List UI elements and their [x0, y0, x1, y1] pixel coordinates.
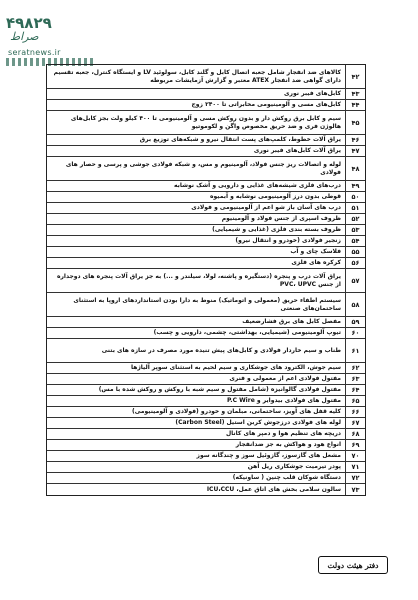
table-row	[47, 328, 365, 339]
signature-stamp: دفتر هیئت دولت	[318, 556, 388, 574]
row-description: مشعل های گازسوز، گازوئیل سوز و چندگانه سوز	[196, 452, 341, 459]
row-number: ۴۲	[345, 65, 365, 88]
row-description: سیم جوش، الکترود های جوشکاری و سیم لحیم به استثنای سوپر آلیاژها	[130, 364, 341, 371]
table-row	[47, 473, 365, 484]
row-number: ۴۵	[345, 111, 365, 134]
row-number: ۵۴	[345, 236, 365, 246]
table-row	[47, 269, 365, 293]
row-description: لوله های فولادی درزجوش کربن استیل (Carbon Steel)	[175, 419, 341, 426]
row-description: طناب و سیم خاردار فولادی و کابل‌های پیش تنیده مورد مصرف در سازه های بتنی	[101, 346, 341, 354]
watermark-brand: صراط	[10, 30, 39, 43]
row-number: ۴۹	[345, 181, 365, 191]
row-number: ۴۸	[345, 157, 365, 180]
row-number: ۵۶	[345, 258, 365, 268]
table-row	[47, 385, 365, 396]
row-number: ۴۴	[345, 100, 365, 110]
item-list-table	[46, 64, 366, 496]
row-description: قوطی بدون درز آلومینیومی نوشابه و آبمیوه	[209, 193, 341, 200]
row-description: یراق آلات درب و پنجره (دستگیره و پاشنه، لولا، سیلندر و ...) به جز یراق آلات پنجره های دوجداره از جنس PVC، UPVC	[56, 272, 341, 288]
table-row	[47, 484, 365, 495]
row-description: پودر تیرمیت جوشکاری ریل آهن	[247, 463, 341, 470]
table-row	[47, 100, 365, 111]
row-description: یراق آلات خطوط، کلمپ‌های پست انتقال نیرو و شبکه‌های توزیع برق	[139, 136, 341, 143]
row-number: ۵۰	[345, 192, 365, 202]
row-description: سیستم اطفاء حریق (معمولی و اتوماتیک) منوط به دارا بودن استانداردهای اروپا به استثنای ساختمان‌های صنعتی	[73, 296, 341, 312]
table-row	[47, 258, 365, 269]
row-number: ۵۳	[345, 225, 365, 235]
row-number: ۶۴	[345, 385, 365, 395]
table-row	[47, 157, 365, 181]
row-description: انواع هود و هواکش به جز ضدانفجار	[235, 441, 341, 448]
watermark-number: ۴۹۸۲۹	[6, 14, 52, 32]
table-row	[47, 451, 365, 462]
row-number: ۶۶	[345, 407, 365, 417]
table-row	[47, 418, 365, 429]
row-description: تیوپ آلومینیومی (شیمیایی، بهداشتی، چشمی، دارویی و چسب)	[153, 329, 341, 336]
row-description: فلاسک چای و آب	[290, 248, 341, 255]
table-row	[47, 214, 365, 225]
row-number: ۵۲	[345, 214, 365, 224]
table-row	[47, 363, 365, 374]
row-number: ۵۱	[345, 203, 365, 213]
row-description: کابل‌های فیبر نوری	[284, 90, 341, 97]
row-description: ظروف اسپری از جنس فولاد و آلومینیوم	[221, 215, 341, 222]
row-number: ۶۷	[345, 418, 365, 428]
row-description: مفتول های فولادی بیدوایر و P.C Wire	[227, 397, 341, 404]
row-number: ۴۳	[345, 89, 365, 99]
row-description: سالون سلامی بخش های اتاق عمل، ICU،CCU	[206, 485, 341, 493]
row-description: مفتول فولادی اعم از معمولی و فنری	[229, 375, 341, 382]
table-row	[47, 374, 365, 385]
row-number: ۵۷	[345, 269, 365, 292]
row-number: ۵۸	[345, 293, 365, 316]
row-number: ۷۱	[345, 462, 365, 472]
table-row	[47, 192, 365, 203]
row-description: کرکره های فلزی	[291, 259, 341, 266]
table-row	[47, 203, 365, 214]
row-number: ۷۲	[345, 473, 365, 483]
table-row	[47, 111, 365, 135]
table-row	[47, 89, 365, 100]
row-description: مفصل کابل های برق فشارضعیف	[242, 318, 341, 325]
row-description: کلیه قفل های آویز، ساختمانی، مبلمان و خودرو (فولادی و آلومینیومی)	[131, 408, 341, 415]
row-number: ۶۳	[345, 374, 365, 384]
row-description: کابل‌های مسی و آلومینیومی مخابراتی تا ۲۴۰۰ زوج	[191, 101, 341, 108]
table-row	[47, 396, 365, 407]
table-row	[47, 293, 365, 317]
table-row	[47, 339, 365, 363]
row-description: درب‌های فلزی شیشه‌های غذایی و دارویی و آشک نوشابه	[173, 182, 341, 189]
row-description: لوله و اتصالات ریز جنس فولاد، آلومینیوم و مس، و شبکه فولادی جوشی و پرسی و حصار های فولادی	[65, 160, 341, 176]
table-row	[47, 317, 365, 328]
row-description: سیم و کابل برق روکش دار و بدون روکش مسی و آلومینیومی تا ۴۰۰ کیلو ولت بجز کابل‌های هالوژن فری و ضد حریق مخصوص واگن و لکوموتیو	[70, 114, 341, 130]
table-row	[47, 236, 365, 247]
row-number: ۷۳	[345, 484, 365, 495]
table-row	[47, 181, 365, 192]
row-description: مفتول فولادی گالوانیزه (شامل مفتول و سیم شبه با روکش و روکش شده با مس)	[98, 386, 341, 393]
row-number: ۶۲	[345, 363, 365, 373]
row-description: دستگاه شوکان قلب چنین ( ساونیکه)	[232, 474, 341, 481]
row-number: ۶۹	[345, 440, 365, 450]
table-row	[47, 146, 365, 157]
row-number: ۵۵	[345, 247, 365, 257]
row-number: ۶۵	[345, 396, 365, 406]
row-description: کالاهای ضد انفجار شامل جعبه اتصال کابل و گلند کابل، سولوئید LV و ایستگاه کنترل، جعبه تقسیم دارای گواهی ضد انفجار ATEX معتبر و گزارش آزمایشات مربوطه	[53, 68, 341, 84]
table-row	[47, 407, 365, 418]
row-description: درب های آسان باز شو اعم از آلومینیومی و فولادی	[191, 204, 341, 211]
row-description: یراق آلات کابل‌های فیبر نوری	[253, 147, 341, 154]
table-row	[47, 429, 365, 440]
row-number: ۶۱	[345, 339, 365, 362]
row-number: ۵۹	[345, 317, 365, 327]
table-row	[47, 462, 365, 473]
table-row	[47, 65, 365, 89]
row-number: ۴۶	[345, 135, 365, 145]
row-number: ۶۸	[345, 429, 365, 439]
row-description: زنجیر فولادی (خودرو و انتقال نیرو)	[235, 237, 341, 244]
table-row	[47, 440, 365, 451]
table-row	[47, 135, 365, 146]
row-number: ۷۰	[345, 451, 365, 461]
row-description: دریچه های تنظیم هوا و دمپر های کانال	[225, 430, 341, 437]
watermark-site: seratnews.ir	[8, 48, 61, 57]
row-number: ۴۷	[345, 146, 365, 156]
row-description: ظروف بسته بندی فلزی (غذایی و شیمیایی)	[212, 226, 341, 233]
table-row	[47, 247, 365, 258]
table-row	[47, 225, 365, 236]
row-number: ۶۰	[345, 328, 365, 338]
